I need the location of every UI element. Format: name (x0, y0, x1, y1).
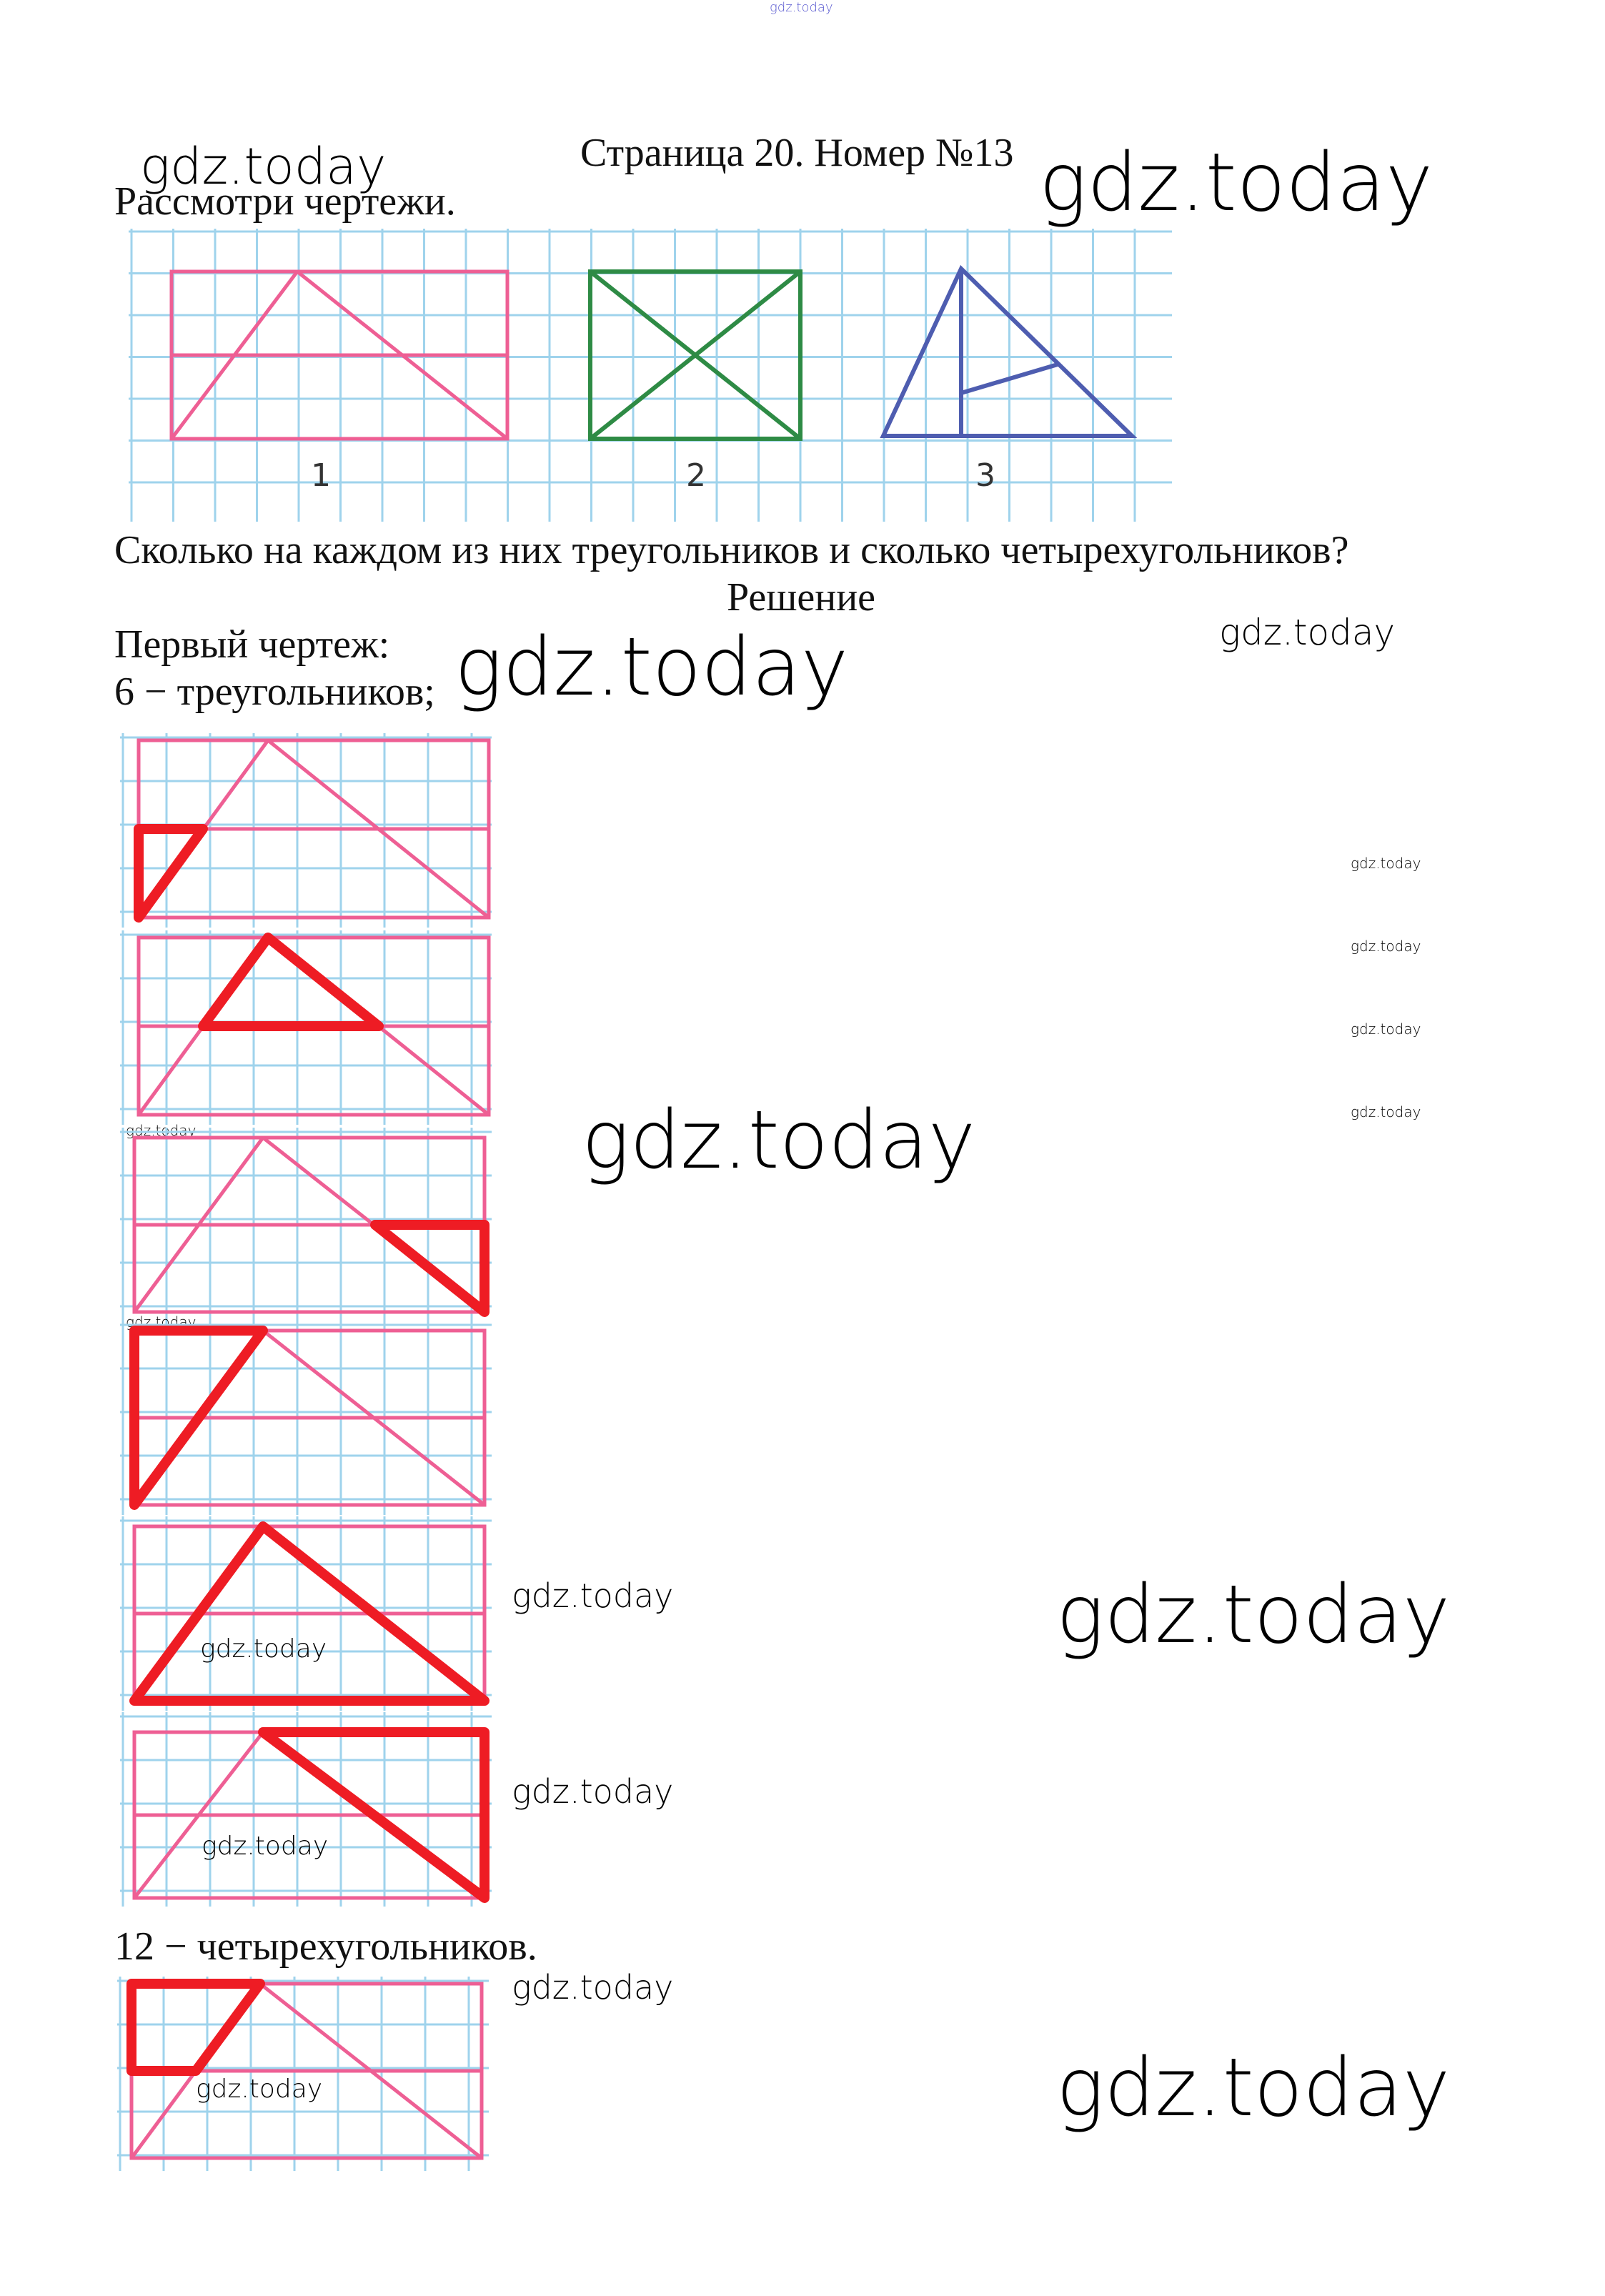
task-drawings (129, 229, 1172, 522)
watermark: gdz.today (1351, 855, 1421, 872)
triangle-panel-4 (120, 1321, 492, 1515)
watermark: gdz.today (1351, 1103, 1421, 1120)
triangle-panel-6 (120, 1712, 492, 1907)
watermark: gdz.today (126, 1122, 197, 1139)
quads-count: 12 − четырехугольников. (114, 1924, 537, 1969)
watermark: gdz.today (1219, 612, 1396, 653)
watermark: gdz.today (512, 1772, 674, 1811)
watermark: gdz.today (1351, 1020, 1421, 1038)
highlighted-triangle (139, 829, 203, 918)
watermark: gdz.today (582, 1094, 976, 1187)
triangle-panel-3 (120, 1128, 492, 1322)
watermark: gdz.today (1056, 1569, 1451, 1661)
highlighted-triangle (375, 1225, 485, 1312)
watermark: gdz.today (1056, 2042, 1451, 2135)
highlighted-triangle (203, 938, 379, 1026)
triangle-panel-1 (120, 733, 492, 928)
question-text: Сколько на каждом из них треугольников и сколько четырехугольников? (114, 528, 1349, 572)
watermark: gdz.today (512, 1576, 674, 1615)
first-drawing-label: Первый чертеж: (114, 622, 390, 667)
highlighted-quad (131, 1984, 260, 2071)
solution-heading: Решение (727, 575, 876, 620)
watermark: gdz.today (512, 1968, 674, 2007)
watermark-top: gdz.today (770, 0, 833, 15)
figure-label-1: 1 (311, 457, 331, 494)
figure-label-2: 2 (686, 457, 706, 494)
watermark: gdz.today (1039, 136, 1433, 229)
quad-panel-1 (117, 1977, 489, 2171)
watermark: gdz.today (454, 621, 849, 714)
triangle-panel-5 (120, 1516, 492, 1711)
task-intro: Рассмотри чертежи. (114, 179, 456, 224)
figure-label-3: 3 (975, 457, 995, 494)
figure-3 (883, 269, 1132, 436)
figure-2 (590, 272, 800, 439)
triangles-count: 6 − треугольников; (114, 670, 435, 714)
watermark: gdz.today (140, 137, 387, 196)
watermark: gdz.today (202, 1832, 329, 1861)
watermark: gdz.today (126, 1313, 197, 1331)
watermark: gdz.today (200, 1634, 327, 1664)
triangle-panel-2 (120, 930, 492, 1125)
watermark: gdz.today (196, 2074, 323, 2104)
page-header: Страница 20. Номер №13 (580, 131, 1014, 175)
watermark: gdz.today (1351, 938, 1421, 955)
